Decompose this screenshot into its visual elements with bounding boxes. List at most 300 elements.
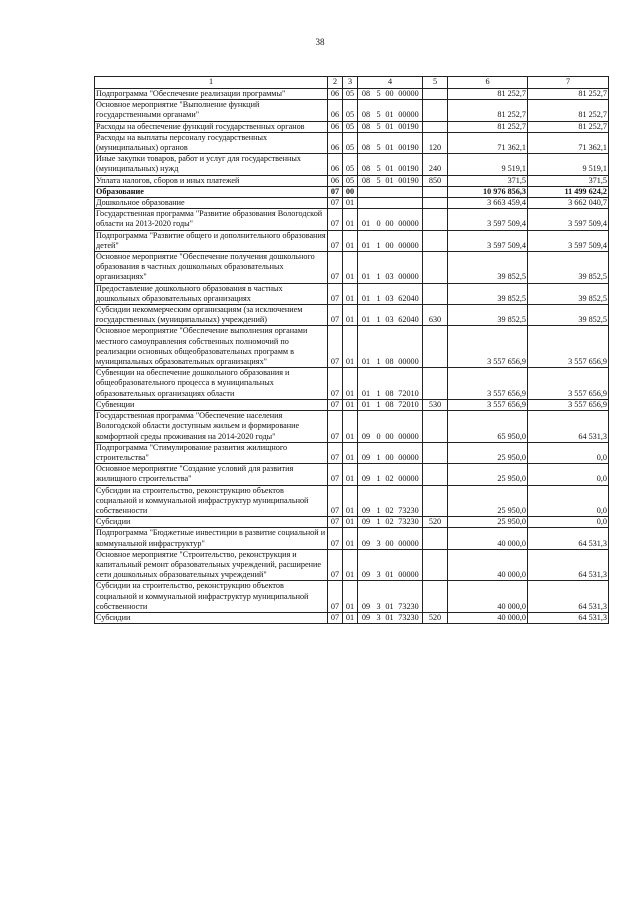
target-article-part: 00 (385, 89, 394, 98)
table-row (95, 89, 609, 100)
table-row (95, 132, 609, 153)
table-body (95, 89, 609, 624)
amount-year1-cell: 65 950,0 (448, 411, 528, 443)
subsection-code-cell: 01 (343, 517, 358, 528)
target-article-part: 00190 (398, 164, 419, 174)
expense-type-cell: 630 (423, 305, 448, 326)
target-article-part: 01 (385, 175, 394, 185)
target-article-part: 0 (376, 219, 381, 229)
expense-type-cell (423, 100, 448, 121)
target-article-part: 0 (376, 431, 381, 441)
amount-year2-cell: 3 662 040,7 (528, 198, 609, 209)
table-row (95, 100, 609, 121)
target-article-part: 08 (385, 357, 394, 367)
target-article-part: 01 (385, 121, 394, 131)
table-row (95, 198, 609, 209)
target-article-part: 00000 (398, 89, 419, 98)
subsection-code-cell: 01 (343, 209, 358, 230)
row-name-cell: Государственная программа "Обеспечение населения Вологодской области доступным жильем и формирование комфортной среды проживания на 2014-2020 годы" (95, 411, 328, 443)
subsection-code-cell: 05 (343, 175, 358, 186)
target-article-cell (358, 198, 423, 209)
subsection-code-cell: 05 (343, 100, 358, 121)
row-name-cell: Образование (95, 186, 328, 197)
section-code-cell: 07 (328, 442, 343, 463)
header-col-3: 3 (343, 77, 358, 89)
target-article-part: 02 (385, 474, 394, 484)
target-article-part: 73230 (398, 601, 419, 611)
amount-year1-cell: 3 663 459,4 (448, 198, 528, 209)
expense-type-cell (423, 89, 448, 100)
target-article-cell (358, 517, 423, 528)
target-article-part: 08 (361, 164, 371, 174)
target-article-part: 01 (385, 143, 394, 153)
target-article-cell (358, 283, 423, 304)
expense-type-cell: 520 (423, 517, 448, 528)
row-name-cell: Субсидии (95, 517, 328, 528)
target-article-cell (358, 326, 423, 368)
target-article-part: 08 (361, 175, 371, 185)
target-article-part: 1 (376, 505, 381, 515)
target-article-part: 1 (376, 474, 381, 484)
subsection-code-cell: 01 (343, 464, 358, 485)
target-article-part: 09 (361, 505, 371, 515)
target-article-part: 5 (376, 175, 381, 185)
target-article-part: 08 (361, 143, 371, 153)
target-article-part: 03 (385, 272, 394, 282)
target-article-part: 3 (376, 538, 381, 548)
row-name-cell: Расходы на выплаты персоналу государственных (муниципальных) органов (95, 132, 328, 153)
subsection-code-cell: 01 (343, 399, 358, 410)
section-code-cell: 07 (328, 198, 343, 209)
amount-year1-cell: 3 597 509,4 (448, 209, 528, 230)
amount-year1-cell: 25 950,0 (448, 442, 528, 463)
target-article-part: 00000 (398, 272, 419, 282)
amount-year1-cell: 40 000,0 (448, 528, 528, 549)
target-article-part: 08 (385, 399, 394, 409)
target-article-part: 08 (385, 388, 394, 398)
amount-year1-cell: 81 252,7 (448, 100, 528, 121)
target-article-cell (358, 154, 423, 175)
target-article-part: 5 (376, 143, 381, 153)
target-article-part: 62040 (398, 293, 419, 303)
expense-type-cell: 120 (423, 132, 448, 153)
target-article-cell (358, 549, 423, 581)
target-article-part: 00190 (398, 175, 419, 185)
section-code-cell: 07 (328, 230, 343, 251)
target-article-cell (358, 581, 423, 613)
amount-year2-cell: 3 597 509,4 (528, 230, 609, 251)
target-article-part: 00000 (398, 538, 419, 548)
section-code-cell: 07 (328, 549, 343, 581)
target-article-part: 09 (361, 452, 371, 462)
header-col-4: 4 (358, 77, 423, 89)
amount-year2-cell: 9 519,1 (528, 154, 609, 175)
target-article-part: 00 (385, 431, 394, 441)
table-row (95, 368, 609, 400)
target-article-part: 00000 (398, 240, 419, 250)
section-code-cell: 07 (328, 186, 343, 197)
target-article-cell (358, 132, 423, 153)
target-article-part: 1 (376, 357, 381, 367)
target-article-part: 08 (361, 110, 371, 120)
target-article-part: 01 (385, 164, 394, 174)
table-row (95, 581, 609, 613)
amount-year1-cell: 3 557 656,9 (448, 399, 528, 410)
target-article-part: 3 (376, 570, 381, 580)
row-name-cell: Субсидии на строительство, реконструкцию объектов социальной и коммунальной инфраструктур муниципальной собственности (95, 485, 328, 517)
target-article-part: 1 (376, 293, 381, 303)
target-article-part: 00000 (398, 474, 419, 484)
target-article-part: 00000 (398, 570, 419, 580)
expense-type-cell (423, 209, 448, 230)
target-article-part: 5 (376, 110, 381, 120)
target-article-part: 01 (385, 570, 394, 580)
expense-type-cell (423, 581, 448, 613)
table-row (95, 154, 609, 175)
target-article-part: 03 (385, 293, 394, 303)
table-row (95, 612, 609, 623)
section-code-cell: 07 (328, 485, 343, 517)
section-code-cell: 06 (328, 175, 343, 186)
amount-year1-cell: 40 000,0 (448, 549, 528, 581)
target-article-cell (358, 121, 423, 132)
amount-year1-cell: 25 950,0 (448, 517, 528, 528)
target-article-part: 09 (361, 538, 371, 548)
target-article-cell (358, 485, 423, 517)
row-name-cell: Подпрограмма "Стимулирование развития жилищного строительства" (95, 442, 328, 463)
row-name-cell: Субсидии некоммерческим организациям (за исключением государственных (муниципальных) учреждений) (95, 305, 328, 326)
header-col-6: 6 (448, 77, 528, 89)
target-article-cell (358, 464, 423, 485)
amount-year1-cell: 3 557 656,9 (448, 326, 528, 368)
target-article-part: 00 (385, 219, 394, 229)
subsection-code-cell: 01 (343, 305, 358, 326)
table-row (95, 485, 609, 517)
subsection-code-cell: 01 (343, 549, 358, 581)
amount-year2-cell: 11 499 624,2 (528, 186, 609, 197)
amount-year1-cell: 3 597 509,4 (448, 230, 528, 251)
target-article-part: 73230 (398, 517, 419, 527)
target-article-part: 09 (361, 601, 371, 611)
section-code-cell: 07 (328, 399, 343, 410)
amount-year1-cell: 71 362,1 (448, 132, 528, 153)
amount-year2-cell: 64 531,3 (528, 528, 609, 549)
table-row (95, 252, 609, 284)
budget-table (94, 76, 609, 624)
target-article-cell (358, 252, 423, 284)
amount-year2-cell: 64 531,3 (528, 549, 609, 581)
table-row (95, 528, 609, 549)
amount-year2-cell: 0,0 (528, 464, 609, 485)
subsection-code-cell: 05 (343, 154, 358, 175)
target-article-part: 00000 (398, 431, 419, 441)
target-article-cell (358, 186, 423, 197)
section-code-cell: 07 (328, 517, 343, 528)
table-row (95, 121, 609, 132)
section-code-cell: 07 (328, 305, 343, 326)
amount-year2-cell: 3 557 656,9 (528, 399, 609, 410)
target-article-part: 00000 (398, 219, 419, 229)
table-row (95, 411, 609, 443)
target-article-part: 02 (385, 505, 394, 515)
table-row (95, 283, 609, 304)
section-code-cell: 07 (328, 283, 343, 304)
target-article-part: 72010 (398, 388, 419, 398)
amount-year1-cell: 10 976 856,3 (448, 186, 528, 197)
target-article-part: 00190 (398, 121, 419, 131)
row-name-cell: Государственная программа "Развитие образования Вологодской области на 2013-2020 годы" (95, 209, 328, 230)
target-article-part: 00000 (398, 452, 419, 462)
target-article-part: 1 (376, 517, 381, 527)
section-code-cell: 07 (328, 581, 343, 613)
subsection-code-cell: 01 (343, 252, 358, 284)
table-row (95, 549, 609, 581)
table-row (95, 305, 609, 326)
target-article-cell (358, 368, 423, 400)
target-article-part: 1 (376, 240, 381, 250)
amount-year1-cell: 9 519,1 (448, 154, 528, 175)
target-article-cell (358, 528, 423, 549)
table-row (95, 186, 609, 197)
target-article-part: 5 (376, 164, 381, 174)
amount-year2-cell: 39 852,5 (528, 283, 609, 304)
target-article-cell (358, 442, 423, 463)
target-article-part: 5 (376, 121, 381, 131)
header-col-2: 2 (328, 77, 343, 89)
target-article-part: 01 (361, 357, 371, 367)
expense-type-cell (423, 464, 448, 485)
subsection-code-cell: 01 (343, 198, 358, 209)
amount-year2-cell: 3 597 509,4 (528, 209, 609, 230)
target-article-part: 00000 (398, 357, 419, 367)
amount-year2-cell: 64 531,3 (528, 581, 609, 613)
header-row (95, 77, 609, 89)
row-name-cell: Иные закупки товаров, работ и услуг для государственных (муниципальных) нужд (95, 154, 328, 175)
target-article-part: 01 (385, 110, 394, 120)
amount-year1-cell: 81 252,7 (448, 89, 528, 100)
expense-type-cell (423, 283, 448, 304)
target-article-cell (358, 411, 423, 443)
target-article-part: 1 (376, 388, 381, 398)
target-article-part: 09 (361, 517, 371, 527)
amount-year2-cell: 371,5 (528, 175, 609, 186)
target-article-part: 02 (385, 517, 394, 527)
section-code-cell: 07 (328, 464, 343, 485)
target-article-part: 01 (361, 399, 371, 409)
row-name-cell: Предоставление дошкольного образования в частных дошкольных образовательных организациях (95, 283, 328, 304)
table-header (95, 77, 609, 89)
target-article-part: 01 (361, 240, 371, 250)
section-code-cell: 07 (328, 528, 343, 549)
table-row (95, 464, 609, 485)
section-code-cell: 06 (328, 89, 343, 100)
row-name-cell: Подпрограмма "Бюджетные инвестиции в развитие социальной и коммунальной инфраструктур" (95, 528, 328, 549)
amount-year2-cell: 39 852,5 (528, 305, 609, 326)
amount-year2-cell: 0,0 (528, 517, 609, 528)
table-row (95, 442, 609, 463)
target-article-part: 00190 (398, 143, 419, 153)
table-row (95, 517, 609, 528)
amount-year2-cell: 64 531,3 (528, 411, 609, 443)
amount-year2-cell: 0,0 (528, 485, 609, 517)
row-name-cell: Расходы на обеспечение функций государственных органов (95, 121, 328, 132)
expense-type-cell (423, 198, 448, 209)
amount-year1-cell: 25 950,0 (448, 485, 528, 517)
table-row (95, 399, 609, 410)
target-article-part: 01 (385, 612, 394, 622)
target-article-part: 01 (361, 293, 371, 303)
amount-year2-cell: 81 252,7 (528, 100, 609, 121)
expense-type-cell (423, 485, 448, 517)
amount-year1-cell: 3 557 656,9 (448, 368, 528, 400)
section-code-cell: 06 (328, 132, 343, 153)
header-col-1: 1 (95, 77, 328, 89)
target-article-part: 00 (385, 240, 394, 250)
expense-type-cell (423, 326, 448, 368)
target-article-part: 5 (376, 89, 381, 98)
row-name-cell: Дошкольное образование (95, 198, 328, 209)
table-row (95, 209, 609, 230)
section-code-cell: 07 (328, 411, 343, 443)
target-article-part: 01 (361, 219, 371, 229)
section-code-cell: 06 (328, 154, 343, 175)
amount-year2-cell: 3 557 656,9 (528, 326, 609, 368)
subsection-code-cell: 01 (343, 442, 358, 463)
section-code-cell: 06 (328, 121, 343, 132)
target-article-part: 3 (376, 601, 381, 611)
target-article-cell (358, 399, 423, 410)
expense-type-cell: 530 (423, 399, 448, 410)
expense-type-cell: 850 (423, 175, 448, 186)
section-code-cell: 07 (328, 326, 343, 368)
target-article-part: 1 (376, 272, 381, 282)
row-name-cell: Подпрограмма "Обеспечение реализации программы" (95, 89, 328, 100)
amount-year1-cell: 39 852,5 (448, 252, 528, 284)
expense-type-cell (423, 528, 448, 549)
page-number: 38 (315, 37, 325, 47)
subsection-code-cell: 01 (343, 528, 358, 549)
target-article-part: 01 (361, 272, 371, 282)
subsection-code-cell: 05 (343, 132, 358, 153)
target-article-part: 00 (385, 452, 394, 462)
amount-year2-cell: 81 252,7 (528, 121, 609, 132)
expense-type-cell (423, 549, 448, 581)
subsection-code-cell: 01 (343, 612, 358, 623)
target-article-part: 73230 (398, 612, 419, 622)
table-row (95, 175, 609, 186)
row-name-cell: Субвенции на обеспечение дошкольного образования и общеобразовательного процесса в муниципальных образовательных организациях области (95, 368, 328, 400)
target-article-cell (358, 89, 423, 100)
subsection-code-cell: 01 (343, 485, 358, 517)
row-name-cell: Основное мероприятие "Выполнение функций государственными органами" (95, 100, 328, 121)
section-code-cell: 07 (328, 368, 343, 400)
amount-year1-cell: 39 852,5 (448, 305, 528, 326)
row-name-cell: Субвенции (95, 399, 328, 410)
target-article-cell (358, 209, 423, 230)
table-row (95, 326, 609, 368)
expense-type-cell (423, 186, 448, 197)
amount-year1-cell: 371,5 (448, 175, 528, 186)
target-article-part: 1 (376, 315, 381, 325)
header-col-7: 7 (528, 77, 609, 89)
row-name-cell: Основное мероприятие "Обеспечение получения дошкольного образования в частных дошкольных образовательных организациях" (95, 252, 328, 284)
target-article-part: 09 (361, 570, 371, 580)
table-row (95, 230, 609, 251)
target-article-part: 08 (361, 121, 371, 131)
target-article-part: 09 (361, 431, 371, 441)
target-article-cell (358, 230, 423, 251)
target-article-part: 00000 (398, 110, 419, 120)
target-article-cell (358, 175, 423, 186)
row-name-cell: Субсидии на строительство, реконструкцию объектов социальной и коммунальной инфраструктур муниципальной собственности (95, 581, 328, 613)
expense-type-cell: 240 (423, 154, 448, 175)
subsection-code-cell: 00 (343, 186, 358, 197)
expense-type-cell (423, 121, 448, 132)
target-article-part: 01 (361, 388, 371, 398)
section-code-cell: 07 (328, 612, 343, 623)
target-article-cell (358, 100, 423, 121)
subsection-code-cell: 01 (343, 368, 358, 400)
amount-year2-cell: 0,0 (528, 442, 609, 463)
target-article-part: 1 (376, 399, 381, 409)
target-article-part: 09 (361, 474, 371, 484)
subsection-code-cell: 01 (343, 326, 358, 368)
subsection-code-cell: 01 (343, 581, 358, 613)
amount-year1-cell: 25 950,0 (448, 464, 528, 485)
section-code-cell: 07 (328, 209, 343, 230)
expense-type-cell (423, 442, 448, 463)
subsection-code-cell: 05 (343, 89, 358, 100)
target-article-cell (358, 305, 423, 326)
subsection-code-cell: 05 (343, 121, 358, 132)
expense-type-cell: 520 (423, 612, 448, 623)
target-article-part: 72010 (398, 399, 419, 409)
expense-type-cell (423, 411, 448, 443)
target-article-part: 01 (385, 601, 394, 611)
target-article-part: 00 (385, 538, 394, 548)
target-article-part: 08 (361, 89, 371, 98)
target-article-part: 03 (385, 315, 394, 325)
amount-year1-cell: 39 852,5 (448, 283, 528, 304)
row-name-cell: Основное мероприятие "Строительство, реконструкция и капитальный ремонт образовательных учреждений, расширение сети дошкольных образовательных учреждений" (95, 549, 328, 581)
subsection-code-cell: 01 (343, 283, 358, 304)
section-code-cell: 07 (328, 252, 343, 284)
amount-year2-cell: 71 362,1 (528, 132, 609, 153)
amount-year1-cell: 40 000,0 (448, 581, 528, 613)
expense-type-cell (423, 230, 448, 251)
subsection-code-cell: 01 (343, 411, 358, 443)
target-article-cell (358, 612, 423, 623)
amount-year2-cell: 3 557 656,9 (528, 368, 609, 400)
target-article-part: 3 (376, 612, 381, 622)
target-article-part: 62040 (398, 315, 419, 325)
amount-year1-cell: 81 252,7 (448, 121, 528, 132)
expense-type-cell (423, 368, 448, 400)
amount-year2-cell: 39 852,5 (528, 252, 609, 284)
amount-year2-cell: 64 531,3 (528, 612, 609, 623)
row-name-cell: Уплата налогов, сборов и иных платежей (95, 175, 328, 186)
expense-type-cell (423, 252, 448, 284)
amount-year1-cell: 40 000,0 (448, 612, 528, 623)
target-article-part: 09 (361, 612, 371, 622)
target-article-part: 01 (361, 315, 371, 325)
subsection-code-cell: 01 (343, 230, 358, 251)
row-name-cell: Подпрограмма "Развитие общего и дополнительного образования детей" (96, 230, 326, 250)
target-article-part: 73230 (398, 505, 419, 515)
row-name-cell: Основное мероприятие "Создание условий для развития жилищного строительства" (95, 464, 328, 485)
row-name-cell: Основное мероприятие "Обеспечение выполнения органами местного самоуправления собственных полномочий по реализации основных общеобразовательных программ в муниципальных образовательных организациях" (95, 326, 328, 368)
row-name-cell: Субсидии (95, 612, 328, 623)
